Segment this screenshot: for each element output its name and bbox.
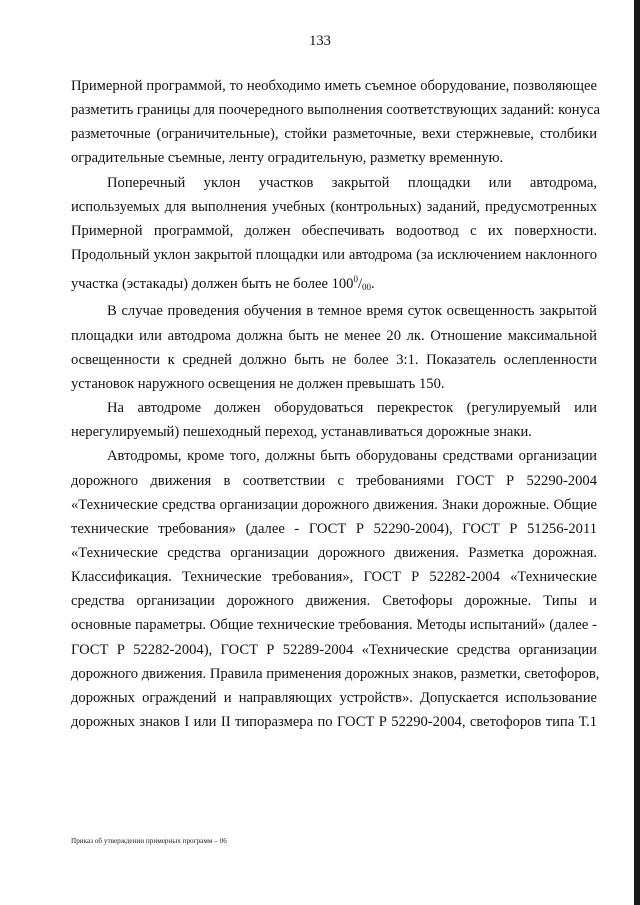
text-line: дорожных ограждений и направляющих устройств». Допускается использование: [71, 689, 597, 706]
sentence-end: .: [371, 276, 375, 293]
per-mille-slash: /: [357, 276, 363, 293]
text-line: Поперечный уклон участков закрытой площадки или автодрома,: [107, 174, 597, 191]
text-line: дорожных знаков I или II типоразмера по ГОСТ Р 52290-2004, светофоров типа Т.1: [71, 714, 597, 731]
per-mille-sub: 00: [362, 282, 372, 293]
text-line: разметить границы для поочередного выполнения соответствующих заданий: конуса: [71, 102, 601, 119]
text-line: В случае проведения обучения в темное время суток освещенность закрытой: [107, 303, 597, 320]
text-line: установок наружного освещения не должен превышать 150.: [71, 375, 445, 392]
text-line: ГОСТ Р 52282-2004), ГОСТ Р 52289-2004 «Технические средства организации: [71, 641, 597, 658]
text-line: оградительные съемные, ленту оградительную, разметку временную.: [71, 150, 504, 167]
text-line: «Технические средства организации дорожного движения. Знаки дорожные. Общие: [71, 496, 597, 513]
paragraph: [71, 396, 597, 444]
page-footer: Приказ об утверждении примерных программ – 06: [71, 837, 227, 845]
text-line: средства организации дорожного движения. Светофоры дорожные. Типы и: [71, 593, 597, 610]
text-line: освещенности к средней должно быть не более 3:1. Показатель ослепленности: [71, 351, 597, 368]
text-line: Продольный уклон закрытой площадки или автодрома (за исключением наклонного: [71, 247, 597, 264]
paragraph: [71, 171, 597, 300]
paragraph: [71, 444, 600, 734]
text-line: площадки или автодрома должна быть не менее 20 лк. Отношение максимальной: [71, 327, 597, 344]
paragraph: [71, 74, 601, 171]
text-line: дорожного движения в соответствии с требованиями ГОСТ Р 52290-2004: [71, 472, 597, 489]
text-line: Классификация. Технические требования», ГОСТ Р 52282-2004 «Технические: [71, 569, 597, 586]
per-mille-sign: [353, 276, 371, 292]
text-line: Автодромы, кроме того, должны быть оборудованы средствами организации: [107, 448, 597, 465]
per-mille-sup: 0: [353, 274, 358, 285]
text-line: используемых для выполнения учебных (контрольных) заданий, предусмотренных: [71, 198, 597, 215]
text-line: технические требования» (далее - ГОСТ Р 52290-2004), ГОСТ Р 51256-2011: [71, 520, 597, 537]
text-line: основные параметры. Общие технические требования. Методы испытаний» (далее -: [71, 617, 597, 634]
text-line: нерегулируемый) пешеходный переход, устанавливаться дорожные знаки.: [71, 424, 532, 441]
text-line: участка (эстакады) должен быть не более $100^0/_{00}$.: [71, 274, 375, 293]
page-number: 133: [309, 33, 331, 49]
text-line: дорожного движения. Правила применения дорожных знаков, разметки, светофоров,: [71, 665, 600, 682]
text-line: разметочные (ограничительные), стойки разметочные, вехи стержневые, столбики: [71, 126, 597, 143]
text-line: «Технические средства организации дорожного движения. Разметка дорожная.: [71, 544, 597, 561]
paragraph: [71, 299, 597, 396]
text-line: На автодроме должен оборудоваться перекресток (регулируемый или: [107, 400, 597, 417]
text-line: Примерной программой, должен обеспечивать водоотвод с их поверхности.: [71, 222, 597, 239]
document-body: [71, 74, 601, 734]
text-line: Примерной программой, то необходимо иметь съемное оборудование, позволяющее: [71, 78, 597, 94]
